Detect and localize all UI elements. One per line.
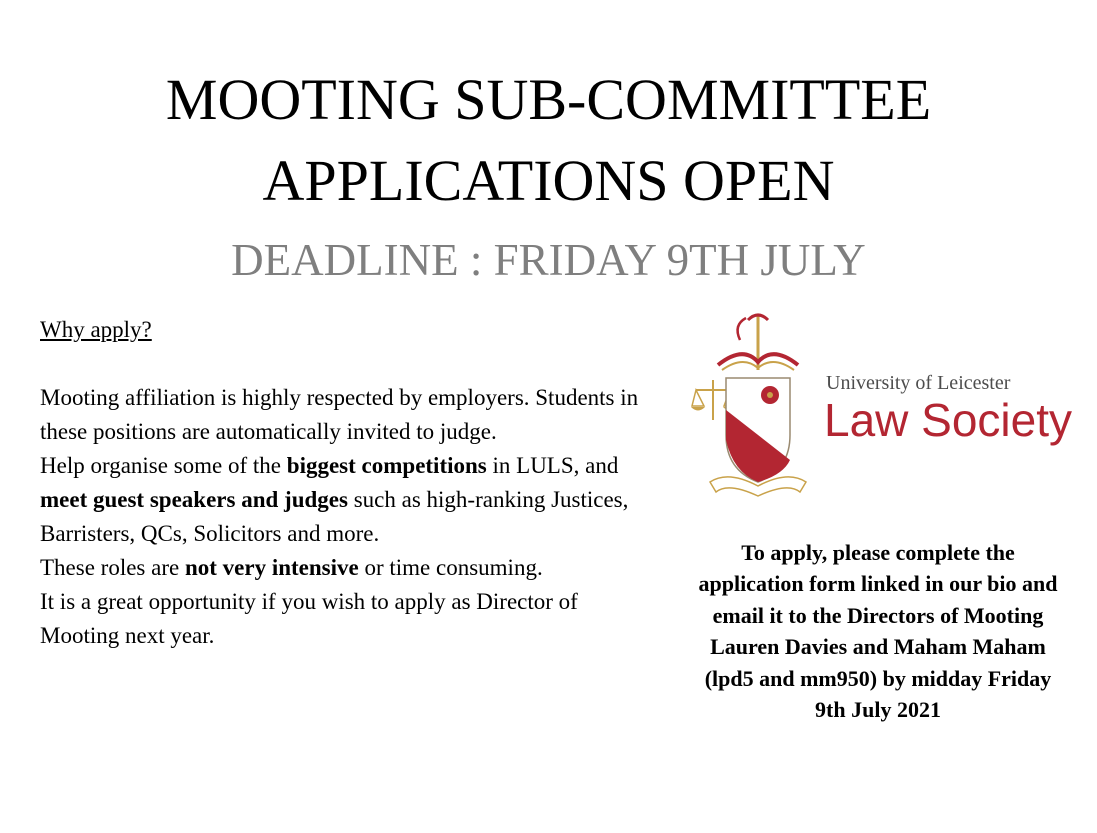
apply-instructions: To apply, please complete the application form linked in our bio and email it to the Directors of Mooting Lauren Davies and Maham Maham (lpd5 and mm950) by midday Friday 9th July 2021 bbox=[698, 540, 1058, 723]
reason-3-text-a: These roles are bbox=[40, 555, 185, 580]
reason-2-bold-speakers: meet guest speakers and judges bbox=[40, 487, 348, 512]
reason-paragraph-1: Mooting affiliation is highly respected by employers. Students in these positions are automatically invited to judge. bbox=[40, 385, 639, 444]
crest-icon bbox=[688, 310, 828, 500]
reason-2-text-e: such as high-ranking Justices, Barristers, QCs, Solicitors and more. bbox=[40, 487, 629, 546]
reason-3-bold-intensive: not very intensive bbox=[184, 555, 359, 580]
reason-2-bold-competitions: biggest competitions bbox=[286, 453, 487, 478]
reason-paragraph-2 bbox=[40, 449, 650, 551]
law-society-logo bbox=[688, 310, 1073, 500]
university-name: University of Leicester bbox=[826, 372, 1011, 394]
title-line-2: APPLICATIONS OPEN bbox=[262, 148, 835, 213]
title-line-1: MOOTING SUB-COMMITTEE bbox=[165, 67, 932, 132]
deadline-text: DEADLINE : FRIDAY 9TH JULY bbox=[231, 235, 866, 285]
reason-3-text-c: or time consuming. bbox=[358, 555, 543, 580]
why-apply-section bbox=[40, 313, 650, 653]
why-apply-heading: Why apply? bbox=[40, 317, 152, 342]
reason-paragraph-4: It is a great opportunity if you wish to apply as Director of Mooting next year. bbox=[40, 589, 578, 648]
reason-2-text-c: in LULS, and bbox=[486, 453, 619, 478]
reason-paragraph-3 bbox=[40, 551, 650, 585]
society-name: Law Society bbox=[824, 394, 1073, 446]
reason-2-text-a: Help organise some of the bbox=[40, 453, 287, 478]
